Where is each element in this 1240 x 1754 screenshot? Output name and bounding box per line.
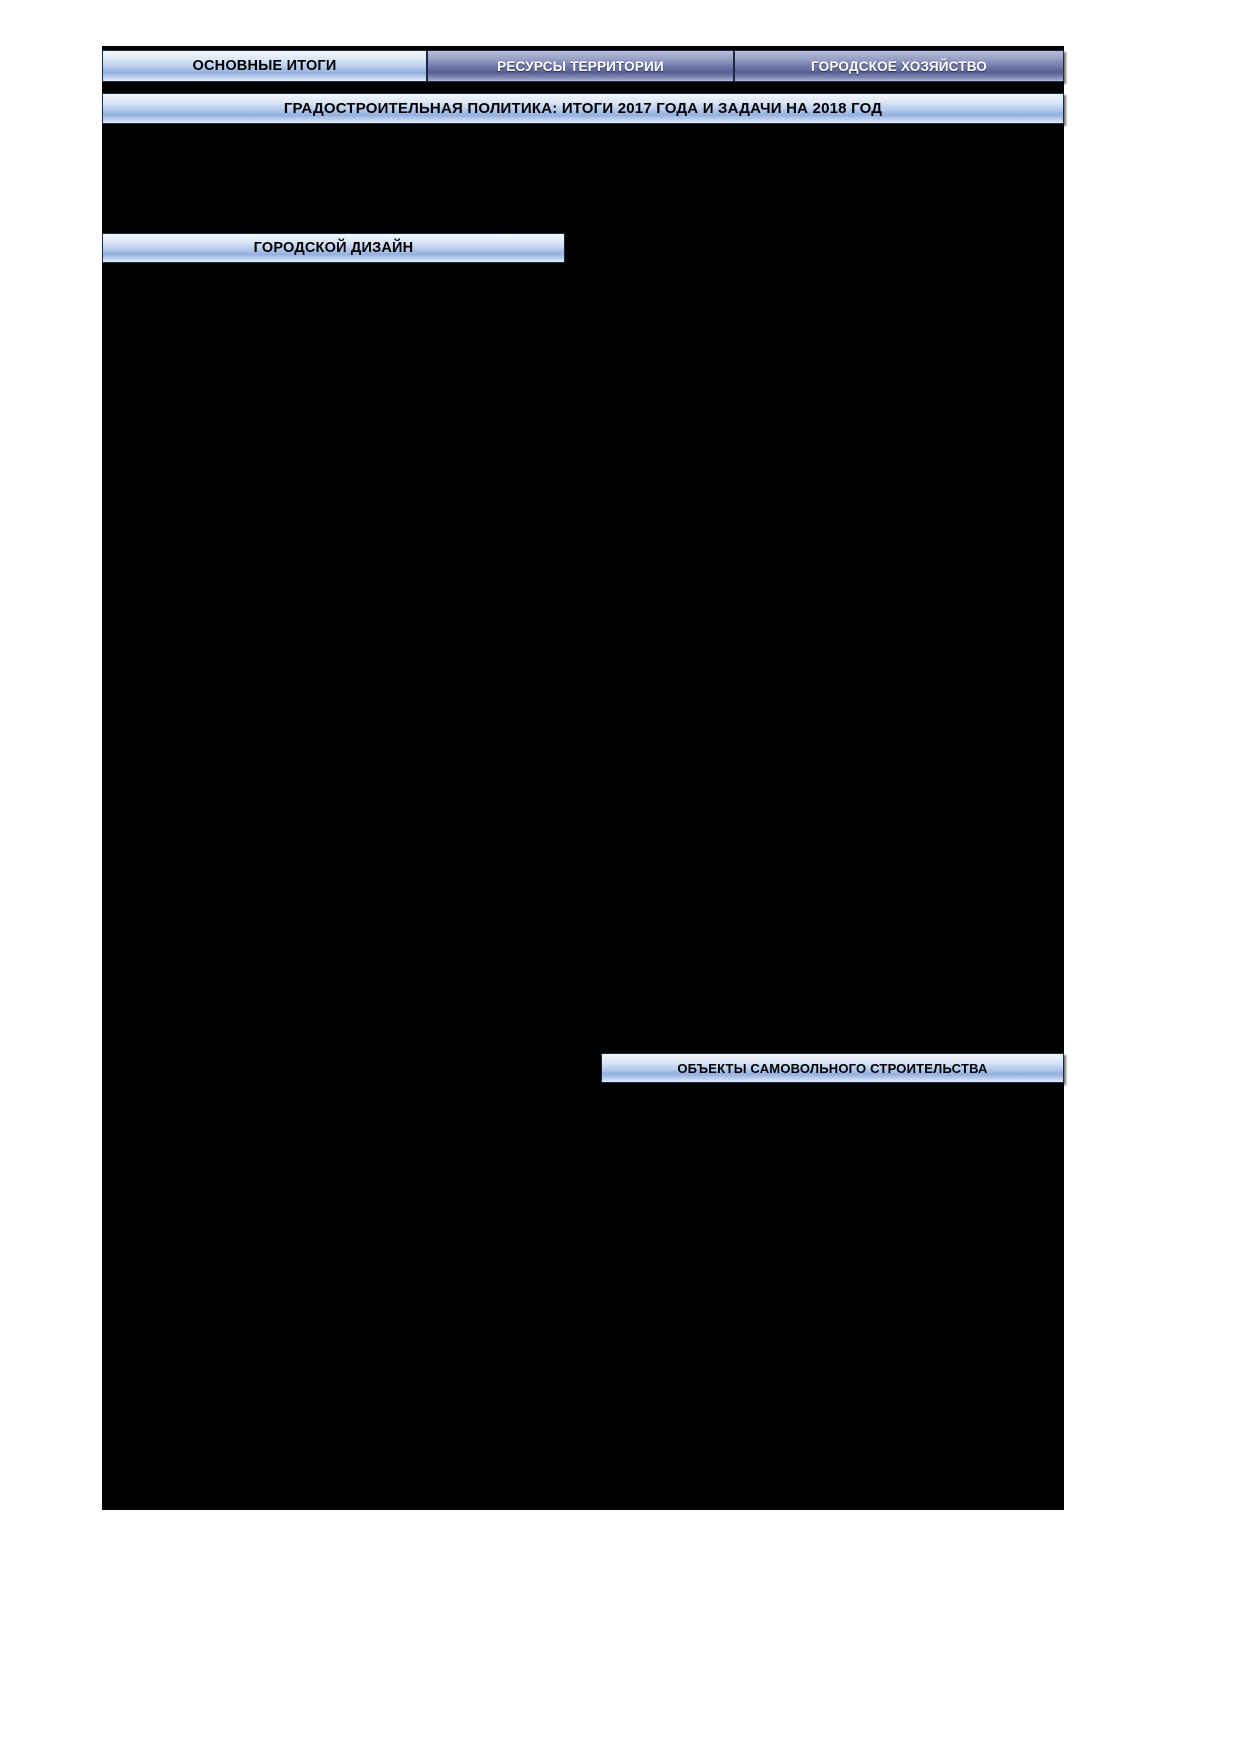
slide-content-area (102, 46, 1064, 1510)
page-title: ГРАДОСТРОИТЕЛЬНАЯ ПОЛИТИКА: ИТОГИ 2017 ГОДА И ЗАДАЧИ НА 2018 ГОД (102, 93, 1064, 124)
section-header-gorodskoy-dizayn: ГОРОДСКОЙ ДИЗАЙН (102, 233, 565, 263)
tab-bar (0, 0, 1240, 74)
tab-gorodskoe-hozyaystvo[interactable]: ГОРОДСКОЕ ХОЗЯЙСТВО (734, 50, 1064, 82)
section-header-samovolnoe-stroitelstvo: ОБЪЕКТЫ САМОВОЛЬНОГО СТРОИТЕЛЬСТВА (601, 1053, 1064, 1083)
tab-resursy-territorii[interactable]: РЕСУРСЫ ТЕРРИТОРИИ (427, 50, 734, 82)
tab-osnovnye-itogi[interactable]: ОСНОВНЫЕ ИТОГИ (102, 50, 427, 82)
